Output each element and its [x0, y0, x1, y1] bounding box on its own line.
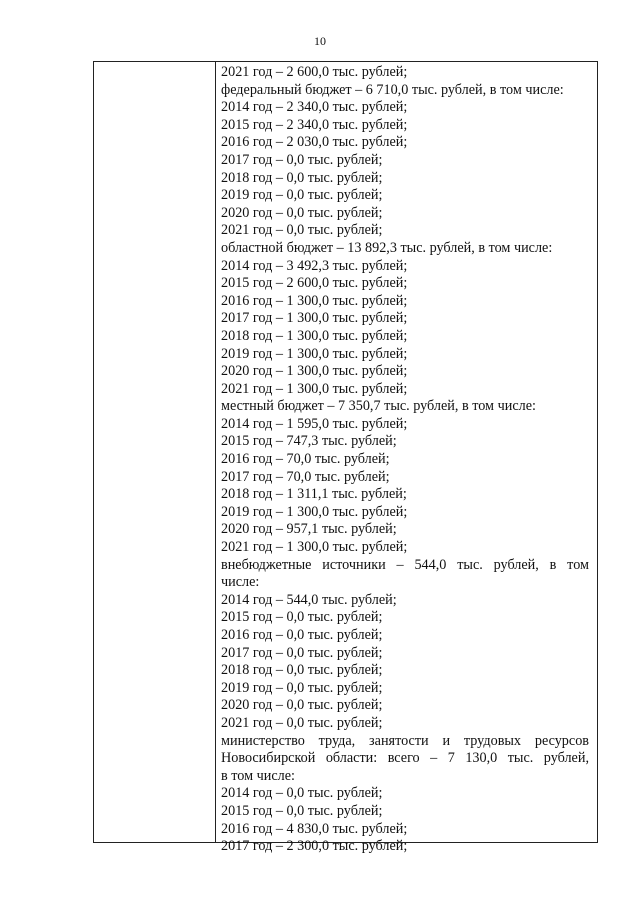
- text-line: 2015 год – 747,3 тыс. рублей;: [221, 433, 397, 450]
- text-line: в том числе:: [221, 767, 295, 784]
- text-line: 2018 год – 0,0 тыс. рублей;: [221, 662, 383, 679]
- text-line: 2016 год – 2 030,0 тыс. рублей;: [221, 134, 408, 151]
- financing-text-cell: [221, 64, 589, 856]
- text-line: 2020 год – 0,0 тыс. рублей;: [221, 204, 383, 221]
- text-line: 2020 год – 957,1 тыс. рублей;: [221, 521, 397, 538]
- text-line: 2017 год – 0,0 тыс. рублей;: [221, 644, 383, 661]
- column-divider: [215, 62, 216, 842]
- text-line: министерство труда, занятости и трудовых ресурсов: [221, 732, 589, 749]
- text-line: 2016 год – 0,0 тыс. рублей;: [221, 627, 383, 643]
- text-line: 2018 год – 1 300,0 тыс. рублей;: [221, 327, 408, 344]
- text-line: 2019 год – 0,0 тыс. рублей;: [221, 187, 383, 204]
- text-line: 2016 год – 1 300,0 тыс. рублей;: [221, 292, 408, 309]
- text-line: 2017 год – 70,0 тыс. рублей;: [221, 468, 390, 485]
- text-line: 2014 год – 0,0 тыс. рублей;: [221, 785, 383, 802]
- text-line: 2017 год – 1 300,0 тыс. рублей;: [221, 310, 408, 327]
- text-line: 2017 год – 0,0 тыс. рублей;: [221, 151, 383, 168]
- text-line: 2016 год – 70,0 тыс. рублей;: [221, 451, 390, 468]
- text-line: 2019 год – 0,0 тыс. рублей;: [221, 679, 383, 696]
- text-line: 2017 год – 2 300,0 тыс. рублей;: [221, 838, 408, 855]
- text-line: областной бюджет – 13 892,3 тыс. рублей, в том числе:: [221, 239, 553, 256]
- text-line: 2021 год – 0,0 тыс. рублей;: [221, 714, 383, 731]
- text-line: 2014 год – 2 340,0 тыс. рублей;: [221, 99, 408, 116]
- text-line: 2019 год – 1 300,0 тыс. рублей;: [221, 345, 408, 362]
- text-line: 2014 год – 1 595,0 тыс. рублей;: [221, 415, 408, 432]
- page-number: 10: [314, 34, 326, 48]
- text-line: 2021 год – 1 300,0 тыс. рублей;: [221, 539, 408, 556]
- text-line: 2020 год – 0,0 тыс. рублей;: [221, 697, 383, 714]
- text-line: внебюджетные источники – 544,0 тыс. рублей, в том: [221, 556, 589, 573]
- text-line: числе:: [221, 574, 260, 591]
- text-line: 2019 год – 1 300,0 тыс. рублей;: [221, 503, 408, 520]
- text-line: 2021 год – 0,0 тыс. рублей;: [221, 222, 383, 239]
- text-line: 2014 год – 544,0 тыс. рублей;: [221, 591, 397, 608]
- text-line: 2021 год – 2 600,0 тыс. рублей;: [221, 64, 408, 80]
- text-line: 2015 год – 0,0 тыс. рублей;: [221, 609, 383, 626]
- text-line: 2018 год – 0,0 тыс. рублей;: [221, 169, 383, 186]
- text-line: 2015 год – 2 600,0 тыс. рублей;: [221, 275, 408, 292]
- financing-table: [93, 61, 598, 855]
- text-line: 2016 год – 4 830,0 тыс. рублей;: [221, 820, 408, 837]
- text-line: федеральный бюджет – 6 710,0 тыс. рублей, в том числе:: [221, 81, 564, 98]
- text-line: 2018 год – 1 311,1 тыс. рублей;: [221, 486, 407, 503]
- text-line: местный бюджет – 7 350,7 тыс. рублей, в том числе:: [221, 398, 536, 415]
- text-line: Новосибирской области: всего – 7 130,0 тыс. рублей,: [221, 750, 589, 767]
- text-line: 2020 год – 1 300,0 тыс. рублей;: [221, 363, 408, 380]
- text-line: 2015 год – 2 340,0 тыс. рублей;: [221, 116, 408, 133]
- text-line: 2014 год – 3 492,3 тыс. рублей;: [221, 257, 408, 274]
- text-line: 2021 год – 1 300,0 тыс. рублей;: [221, 380, 408, 397]
- text-line: 2015 год – 0,0 тыс. рублей;: [221, 802, 383, 819]
